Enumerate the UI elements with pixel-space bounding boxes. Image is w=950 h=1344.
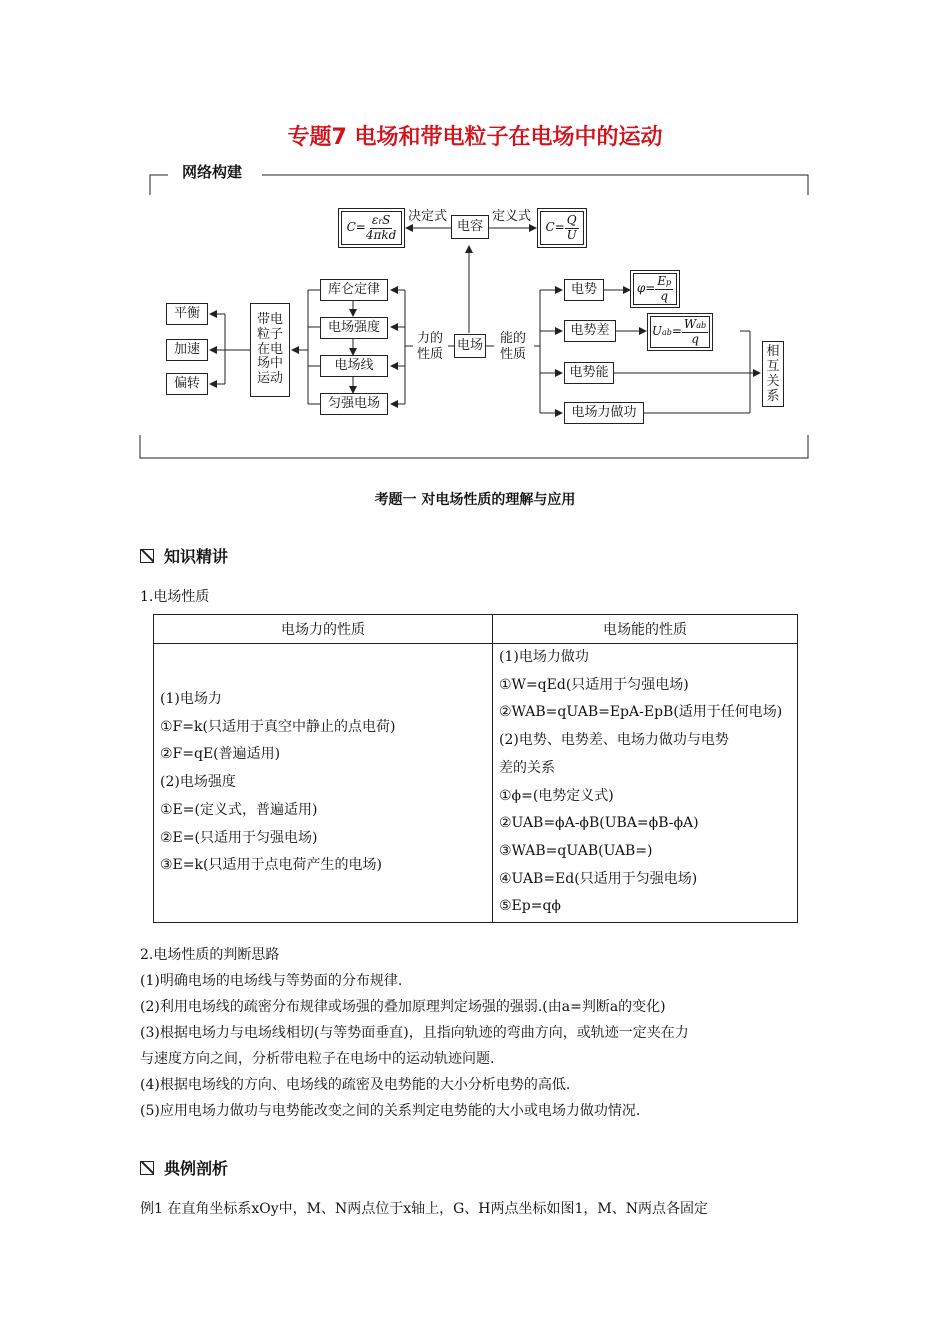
potential-formula-box bbox=[633, 273, 677, 305]
field-node: 电场 bbox=[454, 334, 486, 358]
right-line: ③WAB=qUAB(UAB=) bbox=[499, 842, 653, 859]
item2-line: (4)根据电场线的方向、电场线的疏密及电势能的大小分析电势的高低. bbox=[140, 1077, 571, 1093]
uniform-field-node: 匀强电场 bbox=[320, 393, 388, 415]
cap-den: 4πkd bbox=[365, 227, 397, 242]
item2-line: (2)利用电场线的疏密分布规律或场强的叠加原理判定场强的强弱.(由a=判断a的变化) bbox=[140, 999, 666, 1015]
cap-formula-lhs: C= bbox=[346, 220, 366, 235]
section-marker-icon bbox=[140, 1161, 154, 1175]
potential-difference-node: 电势差 bbox=[564, 320, 616, 342]
rel-4: 系 bbox=[766, 389, 780, 404]
pd-lhs-sub: ab bbox=[661, 328, 672, 338]
balance-node: 平衡 bbox=[166, 303, 208, 325]
left-line: ②E=(只适用于匀强电场) bbox=[160, 829, 318, 846]
cap-num: ε bbox=[371, 213, 379, 228]
heading-knowledge-text: 知识精讲 bbox=[164, 547, 229, 566]
force-prop-line1: 力的 bbox=[417, 331, 444, 346]
field-properties-table bbox=[153, 614, 798, 923]
cap-def-lhs: C= bbox=[545, 220, 565, 235]
right-line: ②WAB=qUAB=EpA-EpB(适用于任何电场) bbox=[499, 704, 783, 721]
cap-num-rest: S bbox=[382, 213, 391, 228]
right-line: (2)电势、电势差、电场力做功与电势 bbox=[499, 732, 729, 749]
item2-line: 与速度方向之间，分析带电粒子在电场中的运动轨迹问题. bbox=[140, 1051, 495, 1067]
heading-examples-text: 典例剖析 bbox=[164, 1159, 229, 1178]
potential-node: 电势 bbox=[564, 279, 604, 301]
cap-formula-fraction bbox=[366, 214, 396, 241]
heading-examples bbox=[140, 1156, 228, 1179]
pd-fraction bbox=[682, 318, 708, 345]
right-line: ②UAB=ϕA-ϕB(UBA=ϕB-ϕA) bbox=[499, 815, 699, 832]
right-line: 差的关系 bbox=[499, 759, 555, 776]
cap-def-num: Q bbox=[566, 213, 577, 228]
left-line: ③E=k(只适用于点电荷产生的电场) bbox=[160, 857, 382, 874]
item2-block bbox=[140, 942, 820, 1124]
right-line: ①ϕ=(电势定义式) bbox=[499, 787, 614, 804]
item2-line: (1)明确电场的电场线与等势面的分布规律. bbox=[140, 973, 403, 989]
charged-particle-node bbox=[250, 303, 290, 397]
right-line: ⑤Ep=qϕ bbox=[499, 898, 561, 915]
pot-lhs: φ= bbox=[636, 281, 656, 296]
field-strength-node: 电场强度 bbox=[320, 317, 388, 339]
section-title: 考题一 对电场性质的理解与应用 bbox=[374, 492, 576, 508]
left-line: ①E=(定义式，普遍适用) bbox=[160, 801, 318, 818]
table-cell-energy bbox=[493, 644, 798, 923]
energy-property-label bbox=[500, 331, 526, 362]
table-cell-force bbox=[154, 644, 493, 923]
potential-energy-node: 电势能 bbox=[564, 362, 614, 384]
item2-line: (5)应用电场力做功与电势能改变之间的关系判定电势能的大小或电场力做功情况. bbox=[140, 1103, 641, 1119]
left-line: (1)电场力 bbox=[160, 691, 222, 708]
cp-line3: 在电 bbox=[256, 341, 283, 357]
rel-3: 关 bbox=[766, 374, 780, 389]
network-label: 网络构建 bbox=[176, 161, 248, 182]
cp-line5: 运动 bbox=[256, 371, 283, 387]
edge-decide-label: 决定式 bbox=[408, 209, 448, 224]
capacitance-formula-box bbox=[341, 211, 402, 245]
section-marker-icon bbox=[140, 549, 154, 563]
rel-2: 互 bbox=[766, 359, 780, 374]
force-prop-line2: 性质 bbox=[417, 346, 444, 362]
cap-def-den: U bbox=[566, 227, 577, 242]
item2-line: (3)根据电场力与电场线相切(与等势面垂直)，且指向轨迹的弯曲方向，或轨迹一定夹在力 bbox=[140, 1025, 689, 1041]
frame-top bbox=[262, 175, 808, 195]
item1-title: 1.电场性质 bbox=[140, 589, 210, 605]
pot-fraction bbox=[655, 275, 673, 302]
heading-knowledge bbox=[140, 544, 228, 567]
capacitance-definition-box bbox=[540, 211, 584, 245]
field-line-node: 电场线 bbox=[320, 355, 388, 377]
pd-den: q bbox=[691, 331, 699, 346]
frame-left-top bbox=[150, 175, 168, 195]
item2-title: 2.电场性质的判断思路 bbox=[140, 947, 280, 963]
edge-define-label: 定义式 bbox=[492, 209, 532, 224]
pd-lhs: U bbox=[651, 324, 662, 339]
left-line: ①F=k(只适用于真空中静止的点电荷) bbox=[160, 718, 396, 735]
mutual-relation-node bbox=[762, 341, 784, 407]
right-line: ④UAB=Ed(只适用于匀强电场) bbox=[499, 870, 698, 887]
pot-num-sub: p bbox=[666, 278, 672, 288]
page-title: 专题7 电场和带电粒子在电场中的运动 bbox=[287, 125, 663, 150]
cap-num-sub: r bbox=[378, 217, 383, 227]
example-1-text: 例1 在直角坐标系xOy中，M、N两点位于x轴上，G、H两点坐标如图1，M、N两点各固定 bbox=[140, 1201, 709, 1217]
deflection-node: 偏转 bbox=[166, 373, 208, 395]
table-header-energy: 电场能的性质 bbox=[493, 615, 798, 644]
cp-line1: 带电 bbox=[256, 311, 283, 327]
pd-formula-box bbox=[650, 316, 710, 348]
cp-line4: 场中 bbox=[256, 356, 283, 372]
field-work-node: 电场力做功 bbox=[564, 402, 644, 424]
coulomb-law-node: 库仑定律 bbox=[320, 279, 388, 301]
pot-num: E bbox=[657, 274, 667, 289]
pd-eq: = bbox=[671, 324, 682, 339]
rel-1: 相 bbox=[766, 344, 780, 359]
energy-prop-line2: 性质 bbox=[500, 346, 527, 362]
right-line: ①W=qEd(只适用于匀强电场) bbox=[499, 676, 689, 693]
pd-num: W bbox=[683, 317, 697, 332]
acceleration-node: 加速 bbox=[166, 339, 208, 361]
energy-prop-line1: 能的 bbox=[500, 331, 527, 346]
cp-line2: 粒子 bbox=[256, 326, 283, 342]
frame-bottom bbox=[140, 435, 808, 458]
capacitance-node: 电容 bbox=[451, 215, 489, 239]
right-line: (1)电场力做功 bbox=[499, 649, 589, 665]
force-property-label bbox=[417, 331, 443, 362]
pd-num-sub: ab bbox=[696, 321, 707, 331]
cap-def-fraction bbox=[565, 214, 579, 241]
left-line: ②F=qE(普遍适用) bbox=[160, 746, 281, 763]
table-header-force: 电场力的性质 bbox=[154, 615, 493, 644]
pot-den: q bbox=[660, 288, 669, 303]
left-line: (2)电场强度 bbox=[160, 774, 236, 791]
